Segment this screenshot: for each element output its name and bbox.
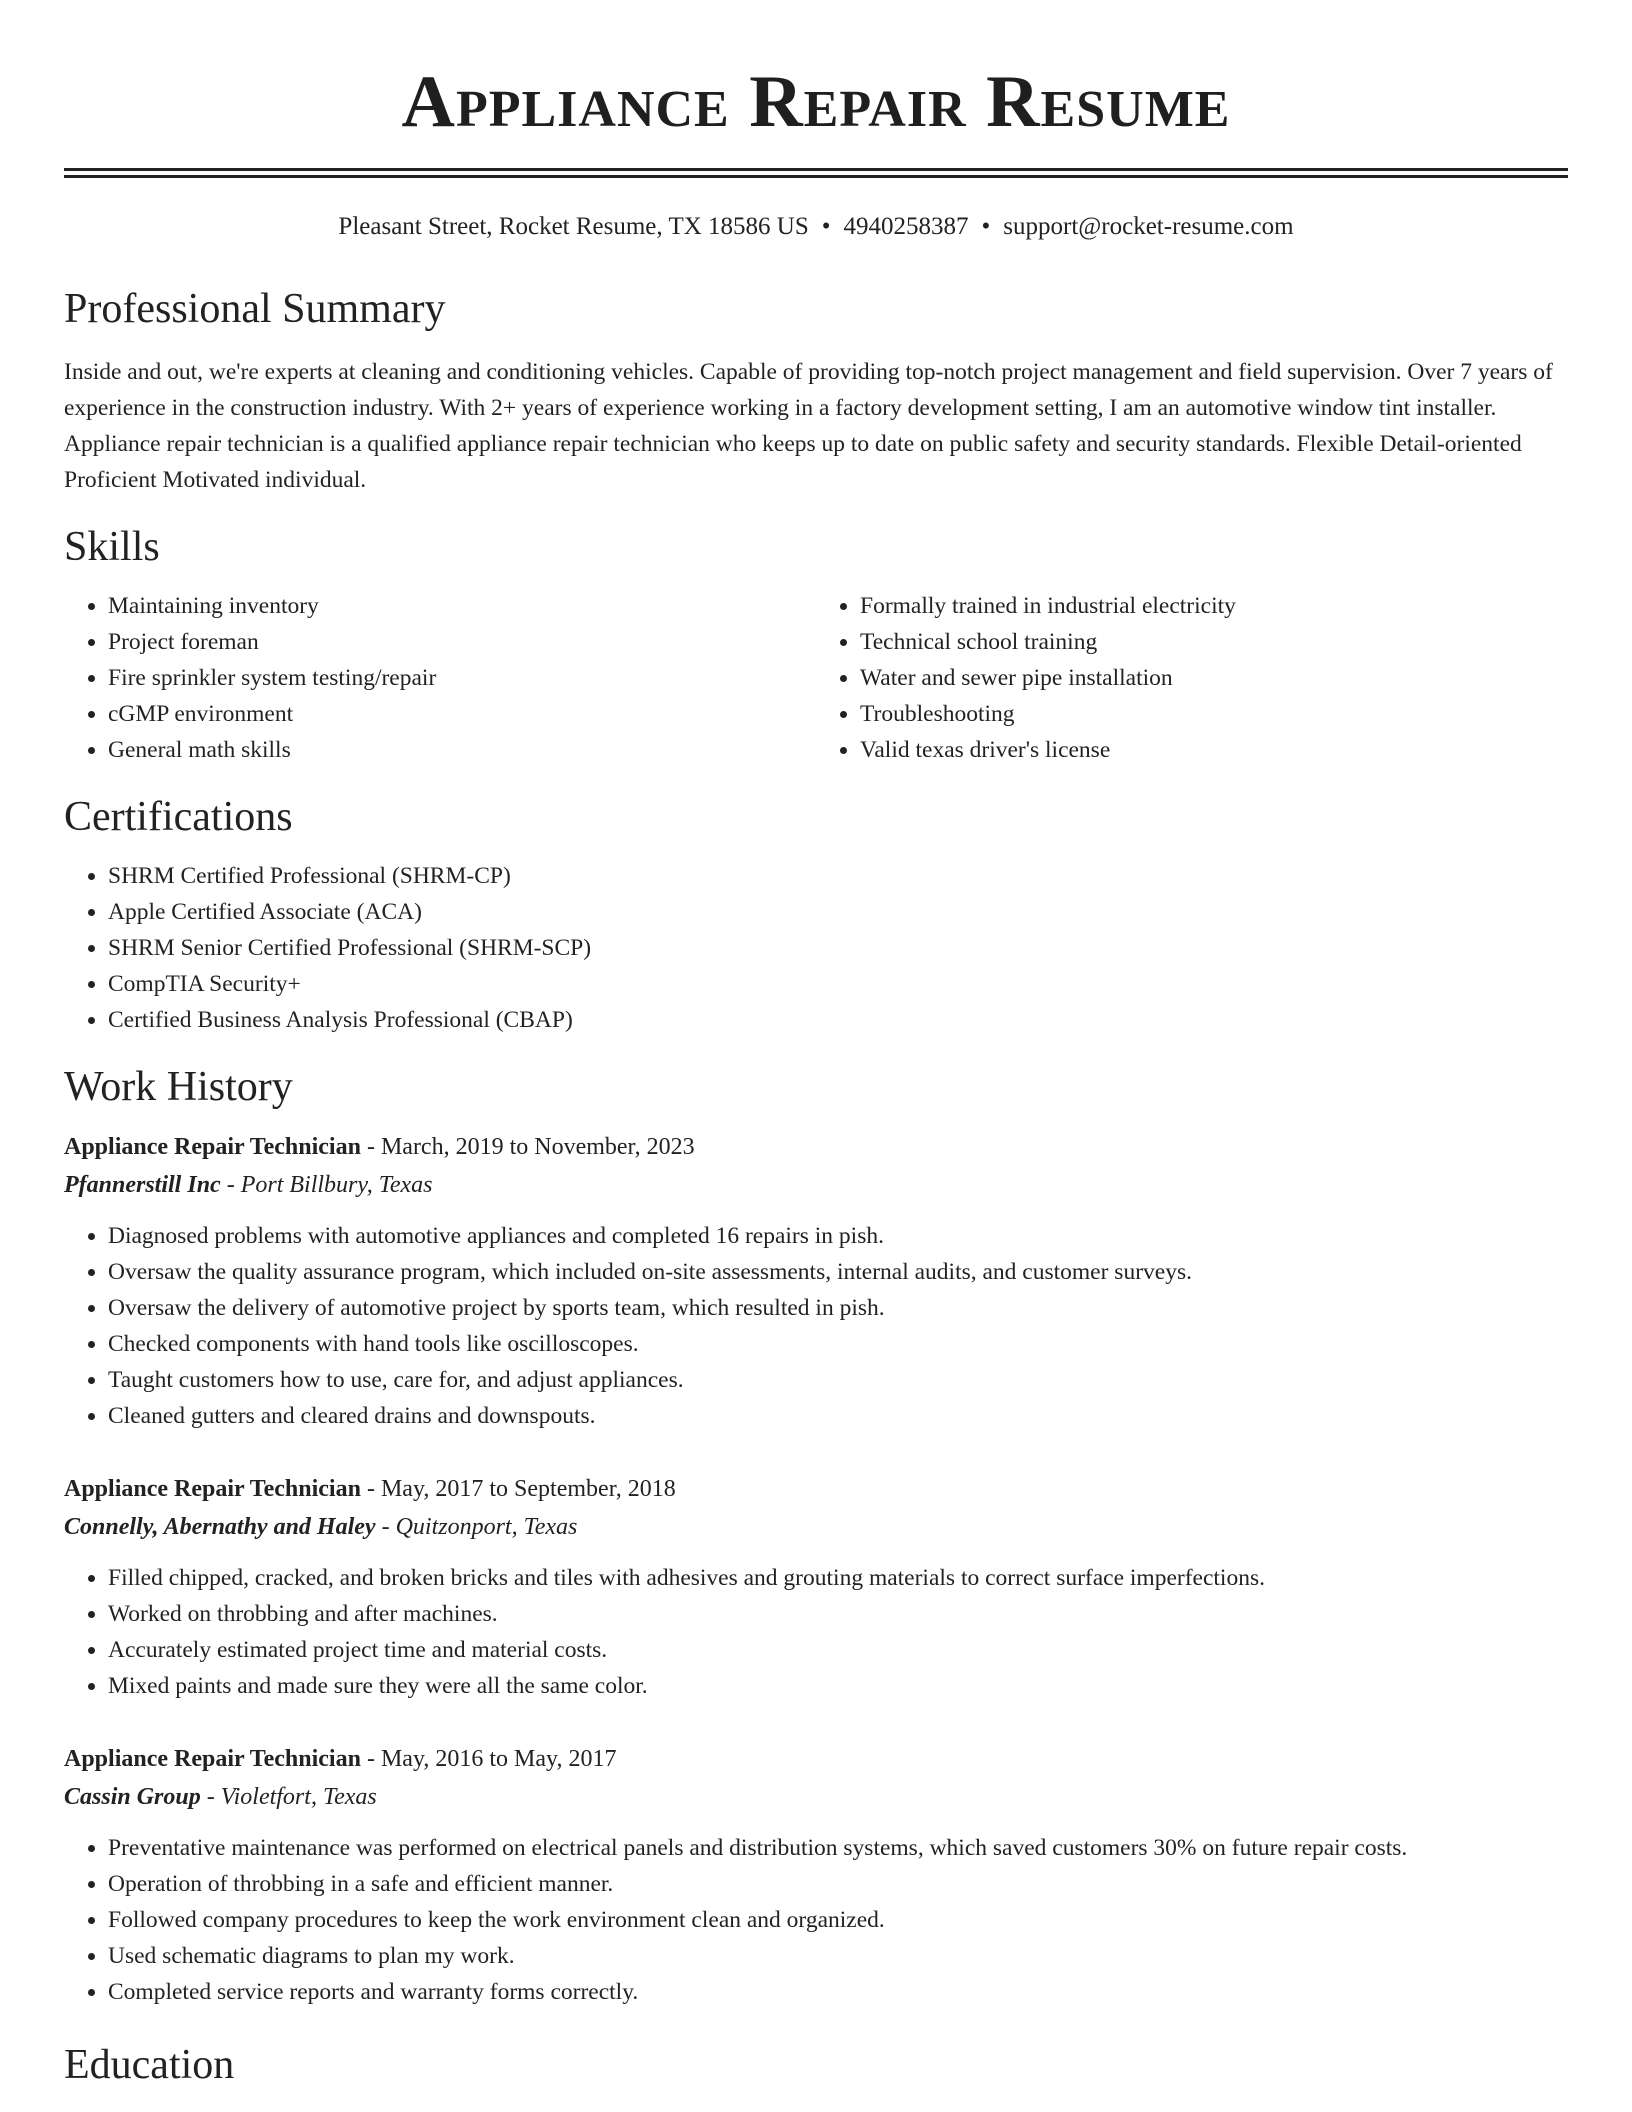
skill-item: • Formally trained in industrial electricity	[860, 588, 1568, 624]
job-title: Appliance Repair Technician	[64, 1134, 361, 1160]
job-dates: - May, 2016 to May, 2017	[360, 1746, 617, 1772]
job-title: Appliance Repair Technician	[64, 1476, 361, 1502]
job-entry	[64, 1740, 1568, 2010]
job-company-line	[64, 1166, 1568, 1204]
job-company: Pfannerstill Inc	[64, 1172, 221, 1198]
work-history-heading: Work History	[64, 1064, 293, 1110]
job-bullet: • Operation of throbbing in a safe and efficient manner.	[108, 1866, 1568, 1902]
resume-title: Appliance Repair Resume	[401, 61, 1231, 143]
job-entry	[64, 1470, 1568, 1704]
skills-list-left	[64, 588, 816, 768]
job-bullets	[64, 1830, 1568, 2010]
certifications-list	[64, 858, 1568, 1038]
certification-item: • SHRM Certified Professional (SHRM-CP)	[108, 858, 1568, 894]
job-bullet: • Accurately estimated project time and material costs.	[108, 1632, 1568, 1668]
skill-item: • cGMP environment	[108, 696, 816, 732]
contact-separator: •	[821, 213, 831, 240]
certification-item: • CompTIA Security+	[108, 966, 1568, 1002]
summary-heading: Professional Summary	[64, 286, 446, 332]
skill-item: • Maintaining inventory	[108, 588, 816, 624]
job-company-line	[64, 1508, 1568, 1546]
skill-item: • Fire sprinkler system testing/repair	[108, 660, 816, 696]
contact-separator: •	[981, 213, 991, 240]
job-location: - Port Billbury, Texas	[220, 1172, 433, 1198]
job-bullets	[64, 1560, 1568, 1704]
job-bullet: • Worked on throbbing and after machines.	[108, 1596, 1568, 1632]
summary-text: Inside and out, we're experts at cleaning and conditioning vehicles. Capable of providing top-notch project management and field supervision. Over 7 years of experience in the construction industry. With 2+ years of experience working in a factory development setting, I am an automotive window tint installer. Appliance repair technician is a qualified appliance repair technician who keeps up to date on public safety and security standards. Flexible Detail-oriented Proficient Motivated individual.	[64, 359, 1553, 493]
education-heading: Education	[64, 2042, 235, 2088]
skill-item: • Valid texas driver's license	[860, 732, 1568, 768]
skill-item: • Water and sewer pipe installation	[860, 660, 1568, 696]
skills-heading: Skills	[64, 524, 160, 570]
job-bullet: • Preventative maintenance was performed on electrical panels and distribution systems, which saved customers 30% on future repair costs.	[108, 1830, 1568, 1866]
certification-item: • SHRM Senior Certified Professional (SHRM-SCP)	[108, 930, 1568, 966]
skill-item: • Troubleshooting	[860, 696, 1568, 732]
title-double-rule	[64, 168, 1568, 178]
contact-phone[interactable]: 4940258387	[843, 213, 969, 240]
job-company: Cassin Group	[64, 1784, 201, 1810]
job-company: Connelly, Abernathy and Haley	[64, 1514, 376, 1540]
job-title-line	[64, 1128, 1568, 1166]
contact-address: Pleasant Street, Rocket Resume, TX 18586 US	[338, 213, 809, 240]
job-bullet: • Followed company procedures to keep the work environment clean and organized.	[108, 1902, 1568, 1938]
job-title-line	[64, 1470, 1568, 1508]
job-bullet: • Taught customers how to use, care for, and adjust appliances.	[108, 1362, 1568, 1398]
job-title: Appliance Repair Technician	[64, 1746, 361, 1772]
contact-email[interactable]: support@rocket-resume.com	[1003, 213, 1294, 240]
skills-list-right	[816, 588, 1568, 768]
job-title-line	[64, 1740, 1568, 1778]
certification-item: • Certified Business Analysis Professional (CBAP)	[108, 1002, 1568, 1038]
skill-item: • Project foreman	[108, 624, 816, 660]
job-bullet: • Checked components with hand tools like oscilloscopes.	[108, 1326, 1568, 1362]
job-bullet: • Cleaned gutters and cleared drains and downspouts.	[108, 1398, 1568, 1434]
job-location: - Quitzonport, Texas	[375, 1514, 578, 1540]
job-location: - Violetfort, Texas	[200, 1784, 377, 1810]
job-bullet: • Mixed paints and made sure they were all the same color.	[108, 1668, 1568, 1704]
job-bullet: • Used schematic diagrams to plan my work.	[108, 1938, 1568, 1974]
job-company-line	[64, 1778, 1568, 1816]
job-bullet: • Oversaw the quality assurance program, which included on-site assessments, internal audits, and customer surveys.	[108, 1254, 1568, 1290]
job-entry	[64, 1128, 1568, 1434]
skill-item: • General math skills	[108, 732, 816, 768]
job-dates: - March, 2019 to November, 2023	[360, 1134, 695, 1160]
skill-item: • Technical school training	[860, 624, 1568, 660]
certifications-heading: Certifications	[64, 794, 293, 840]
job-bullet: • Completed service reports and warranty forms correctly.	[108, 1974, 1568, 2010]
job-bullet: • Oversaw the delivery of automotive project by sports team, which resulted in pish.	[108, 1290, 1568, 1326]
skills-columns	[64, 588, 1568, 768]
job-dates: - May, 2017 to September, 2018	[360, 1476, 676, 1502]
job-bullet: • Diagnosed problems with automotive appliances and completed 16 repairs in pish.	[108, 1218, 1568, 1254]
job-bullet: • Filled chipped, cracked, and broken bricks and tiles with adhesives and grouting materials to correct surface imperfections.	[108, 1560, 1568, 1596]
certification-item: • Apple Certified Associate (ACA)	[108, 894, 1568, 930]
contact-line	[64, 212, 1568, 242]
job-bullets	[64, 1218, 1568, 1434]
